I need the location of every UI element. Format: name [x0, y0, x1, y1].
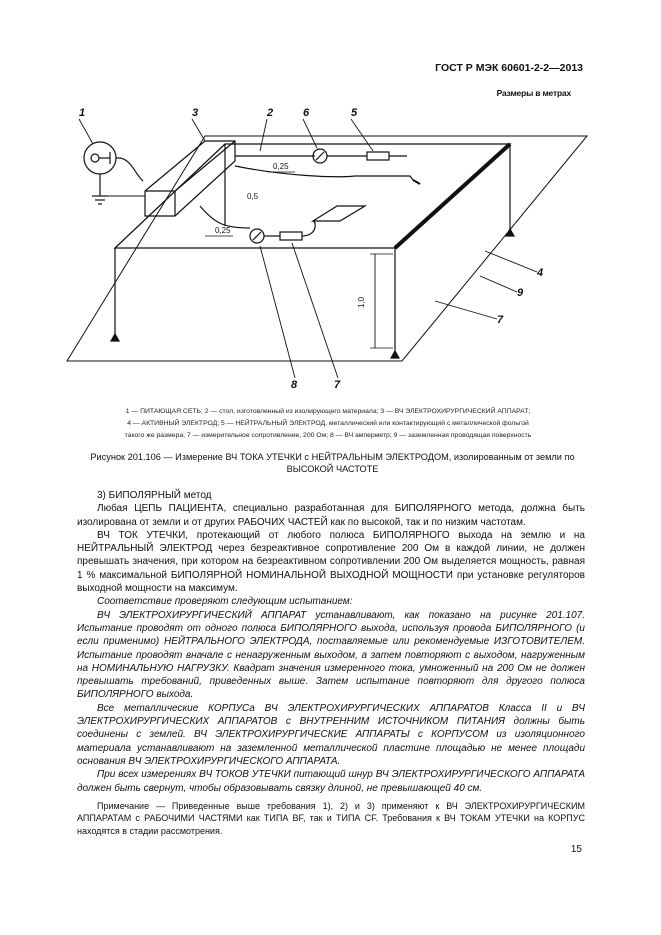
callout-9: 9	[517, 287, 524, 299]
callout-2: 2	[267, 107, 274, 119]
dimension-height-label: 1,0	[357, 296, 366, 308]
document-standard-number: ГОСТ Р МЭК 60601-2-2—2013	[435, 62, 583, 74]
paragraph: ВЧ ЭЛЕКТРОХИРУРГИЧЕСКИЙ АППАРАТ устанавливают, как показано на рисунке 201.107. Испытание проводят от одного полюса БИПОЛЯРНОГО выхода, используя провода БИПОЛЯРНОГО (и если применимо) НЕЙТРАЛЬНОГО ЭЛЕКТРОДА, поставляемые или рекомендуемые ИЗГОТОВИТЕЛЕМ. Испытание проводят вначале с ненагруженным выходом, а затем повторяют с выходом, нагруженным на НОМИНАЛЬНУЮ НАГРУЗКУ. Квадрат значения измеренного тока, умноженный на 200 Ом не должен превышать требований, приведенных выше. Затем испытание повторяют для другого полюса БИПОЛЯРНОГО выхода.	[77, 609, 585, 701]
figure-caption: Рисунок 201.106 — Измерение ВЧ ТОКА УТЕЧКИ с НЕЙТРАЛЬНЫМ ЭЛЕКТРОДОМ, изолированным от земли по ВЫСОКОЙ ЧАСТОТЕ	[90, 452, 575, 474]
measuring-resistor	[280, 232, 302, 240]
active-electrode-edge	[395, 144, 510, 248]
page-number: 15	[570, 844, 582, 855]
body-text	[77, 489, 585, 837]
paragraph: Любая ЦЕПЬ ПАЦИЕНТА, специально разработанная для БИПОЛЯРНОГО метода, должна быть изолирована от земли и от других РАБОЧИХ ЧАСТЕЙ как по высокой, так и по низким частотам.	[77, 503, 585, 528]
dimension-label: 0,5	[247, 192, 259, 201]
units-note: Размеры в метрах	[496, 88, 571, 98]
measurement-setup-figure	[55, 96, 600, 398]
paragraph: ВЧ ТОК УТЕЧКИ, протекающий от любого полюса БИПОЛЯРНОГО выхода на землю и на НЕЙТРАЛЬНЫЙ ЭЛЕКТРОД через безреактивное сопротивление 200 Ом в каждой линии, не должен превышать значения, при котором на безреактивном сопротивлении 200 Ом выделяется мощность, равная 1 % максимальной БИПОЛЯРНОЙ НОМИНАЛЬНОЙ ВЫХОДНОЙ МОЩНОСТИ при установке регуляторов выходной мощности на максимум.	[77, 529, 585, 595]
measuring-resistor	[367, 152, 389, 160]
paragraph: Все металлические КОРПУСа ВЧ ЭЛЕКТРОХИРУРГИЧЕСКИХ АППАРАТОВ Класса II и ВЧ ЭЛЕКТРОХИРУРГИЧЕСКИХ АППАРАТОВ с ВНУТРЕННИМ ИСТОЧНИКОМ ПИТАНИЯ должны быть соединены с землей. ВЧ ЭЛЕКТРОХИРУРГИЧЕСКИЕ АППАРАТЫ с КОРПУСОМ из изоляционного материала устанавливают на заземленной металлической пластине площадью не менее площади основания ВЧ ЭЛЕКТРОХИРУРГИЧЕСКОГО АППАРАТА.	[77, 702, 585, 767]
dimension-label: 0,25	[273, 162, 289, 171]
legend-line: такого же размера; 7 — измерительное сопротивление, 200 Ом; 8 — ВЧ амперметр; 9 — заземленная проводящая поверхность	[124, 432, 532, 439]
legend-line: 4 — АКТИВНЫЙ ЭЛЕКТРОД; 5 — НЕЙТРАЛЬНЫЙ ЭЛЕКТРОД, металлический или контактирующий с металлической фольгой	[127, 420, 529, 427]
callout-7: 5	[351, 107, 358, 119]
neutral-electrode-plate	[313, 206, 365, 221]
callout-3: 3	[192, 107, 199, 119]
section-heading: 3) БИПОЛЯРНЫЙ метод	[97, 490, 212, 501]
callout-8: 8	[291, 379, 298, 391]
leg-foot	[391, 351, 399, 358]
callout-7b: 7	[334, 379, 341, 391]
callout-6: 6	[303, 107, 310, 119]
leg-foot	[111, 334, 119, 341]
dimension-label: 0,25	[215, 226, 231, 235]
note: Примечание — Приведенные выше требования 1), 2) и 3) применяют к ВЧ ЭЛЕКТРОХИРУРГИЧЕСКИМ АППАРАТАМ с РАБОЧИМИ ЧАСТЯМИ как ТИПА BF, так и ТИПА CF. Требования к ВЧ ТОКАМ УТЕЧКИ на КОРПУС находятся в стадии рассмотрения.	[77, 800, 585, 836]
callout-4: 4	[537, 267, 544, 279]
paragraph: При всех измерениях ВЧ ТОКОВ УТЕЧКИ питающий шнур ВЧ ЭЛЕКТРОХИРУРГИЧЕСКОГО АППАРАТА должен быть свернут, чтобы образовывать связку длиной, не превышающей 40 см.	[77, 769, 585, 794]
mains-cord	[116, 158, 143, 181]
legend-line: 1 — ПИТАЮЩАЯ СЕТЬ; 2 — стол, изготовленный из изолирующего материала; 3 — ВЧ ЭЛЕКТРОХИРУРГИЧЕСКИЙ АППАРАТ;	[125, 408, 531, 415]
paragraph: Соответствие проверяют следующим испытанием:	[97, 596, 353, 608]
callout-5: 7	[497, 314, 504, 326]
callout-1: 1	[79, 107, 86, 119]
